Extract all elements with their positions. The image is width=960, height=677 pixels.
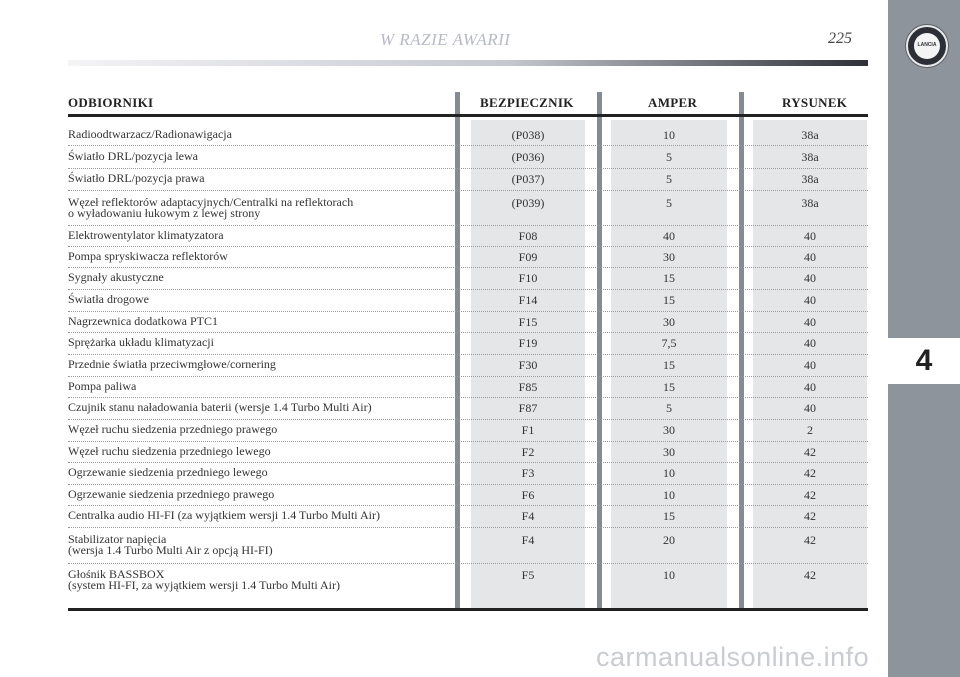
fuse-code: F19 (518, 336, 538, 350)
figure-ref: 38a (801, 128, 819, 142)
figure-ref: 40 (804, 250, 816, 264)
fuse-code: F15 (518, 315, 538, 329)
fuse-code: F14 (518, 293, 538, 307)
ampere-value: 15 (663, 271, 675, 285)
row-divider (68, 246, 868, 247)
figure-ref: 40 (804, 315, 816, 329)
row-divider (68, 225, 868, 226)
figure-ref: 2 (807, 423, 813, 437)
row-divider (68, 190, 868, 191)
table-row (68, 251, 868, 268)
fuse-code: (P039) (511, 196, 545, 210)
table-row (68, 534, 868, 564)
receiver-name: Węzeł ruchu siedzenia przedniego prawego (68, 422, 278, 436)
row-divider (68, 354, 868, 355)
row-divider (68, 332, 868, 333)
table-row (68, 129, 868, 146)
table-row (68, 569, 868, 601)
figure-ref: 40 (804, 229, 816, 243)
figure-ref: 42 (804, 533, 816, 547)
column-header-fuse: BEZPIECZNIK (480, 95, 574, 110)
receiver-name: Węzeł ruchu siedzenia przedniego lewego (68, 444, 271, 458)
receiver-name: Sygnały akustyczne (68, 270, 164, 284)
ampere-value: 15 (663, 293, 675, 307)
receiver-name: Ogrzewanie siedzenia przedniego lewego (68, 465, 268, 479)
page-number: 225 (828, 30, 852, 47)
receiver-name: Głośnik BASSBOX (system HI-FI, za wyjątkiem wersji 1.4 Turbo Multi Air) (68, 567, 340, 592)
chapter-tab[interactable] (888, 338, 960, 384)
row-divider (68, 462, 868, 463)
fuse-code: F85 (518, 380, 538, 394)
table-row (68, 197, 868, 226)
receiver-name: Czujnik stanu naładowania baterii (wersje 1.4 Turbo Multi Air) (68, 400, 372, 414)
table-row (68, 446, 868, 463)
row-divider (68, 563, 868, 564)
figure-ref: 38a (801, 150, 819, 164)
table-row (68, 173, 868, 191)
table-row (68, 424, 868, 442)
ampere-value: 10 (663, 466, 675, 480)
figure-ref: 40 (804, 336, 816, 350)
receiver-name: Węzeł reflektorów adaptacyjnych/Centralki na reflektorach o wyładowaniu łukowym z lewej strony (68, 195, 354, 220)
receiver-name: Światła drogowe (68, 292, 149, 306)
ampere-value: 15 (663, 358, 675, 372)
figure-ref: 42 (804, 509, 816, 523)
receiver-name: Ogrzewanie siedzenia przedniego prawego (68, 487, 275, 501)
fuse-code: F4 (521, 509, 535, 523)
receiver-name: Radioodtwarzacz/Radionawigacja (68, 127, 232, 141)
ampere-value: 40 (663, 229, 675, 243)
logo-shield-icon (914, 33, 940, 59)
table-row (68, 272, 868, 290)
table-row (68, 381, 868, 398)
figure-ref: 40 (804, 380, 816, 394)
table-row (68, 230, 868, 247)
fuse-code: F87 (518, 401, 538, 415)
row-divider (68, 419, 868, 420)
ampere-value: 5 (666, 401, 672, 415)
ampere-value: 5 (666, 150, 672, 164)
figure-ref: 40 (804, 271, 816, 285)
row-divider (68, 311, 868, 312)
figure-ref: 38a (801, 196, 819, 210)
column-header-receivers: ODBIORNIKI (68, 95, 154, 110)
fuse-code: (P037) (511, 172, 545, 186)
receiver-name: Pompa spryskiwacza reflektorów (68, 249, 228, 263)
figure-ref: 42 (804, 568, 816, 582)
ampere-value: 30 (663, 315, 675, 329)
figure-ref: 42 (804, 466, 816, 480)
receiver-name: Przednie światła przeciwmgłowe/cornering (68, 357, 276, 371)
fuse-code: F30 (518, 358, 538, 372)
row-divider (68, 484, 868, 485)
table-row (68, 359, 868, 377)
table-row (68, 294, 868, 312)
receiver-name: Światło DRL/pozycja prawa (68, 171, 205, 185)
receiver-name: Światło DRL/pozycja lewa (68, 149, 198, 163)
fuse-code: F09 (518, 250, 538, 264)
figure-ref: 38a (801, 172, 819, 186)
table-row (68, 151, 868, 169)
ampere-value: 30 (663, 250, 675, 264)
fuse-code: F4 (521, 533, 535, 547)
table-row (68, 467, 868, 485)
figure-ref: 40 (804, 293, 816, 307)
receiver-name: Pompa paliwa (68, 379, 137, 393)
ampere-value: 15 (663, 380, 675, 394)
receiver-name: Elektrowentylator klimatyzatora (68, 228, 224, 242)
table-row (68, 316, 868, 333)
column-header-figure: RYSUNEK (782, 95, 848, 110)
ampere-value: 30 (663, 423, 675, 437)
receiver-name: Nagrzewnica dodatkowa PTC1 (68, 314, 218, 328)
fuse-code: F5 (521, 568, 535, 582)
receiver-name: Centralka audio HI-FI (za wyjątkiem wersji 1.4 Turbo Multi Air) (68, 508, 380, 522)
ampere-value: 7,5 (661, 336, 677, 350)
row-divider (68, 168, 868, 169)
section-title: W RAZIE AWARII (380, 30, 511, 49)
row-divider (68, 267, 868, 268)
table-row (68, 337, 868, 355)
fuse-code: F08 (518, 229, 538, 243)
row-divider (68, 376, 868, 377)
fuse-code: F1 (521, 423, 535, 437)
lancia-logo (906, 25, 948, 67)
row-divider (68, 505, 868, 506)
ampere-value: 15 (663, 509, 675, 523)
table-bottom-rule (68, 608, 868, 611)
ampere-value: 10 (663, 488, 675, 502)
fuse-code: F6 (521, 488, 535, 502)
receiver-name: Stabilizator napięcia (wersja 1.4 Turbo Multi Air z opcją HI-FI) (68, 532, 273, 557)
figure-ref: 42 (804, 445, 816, 459)
table-row (68, 402, 868, 420)
chapter-number: 4 (915, 344, 933, 377)
logo-text: LANCIA (917, 42, 937, 48)
figure-ref: 42 (804, 488, 816, 502)
ampere-value: 5 (666, 172, 672, 186)
receiver-name: Sprężarka układu klimatyzacji (68, 335, 214, 349)
ampere-value: 30 (663, 445, 675, 459)
fuse-code: (P036) (511, 150, 545, 164)
row-divider (68, 441, 868, 442)
header-divider (68, 114, 868, 117)
ampere-value: 5 (666, 196, 672, 210)
row-divider (68, 527, 868, 528)
row-divider (68, 289, 868, 290)
ampere-value: 10 (663, 568, 675, 582)
table-row (68, 489, 868, 506)
header-rule (68, 60, 868, 66)
ampere-value: 20 (663, 533, 675, 547)
watermark: carmanualsonline.info (596, 642, 870, 672)
fuse-code: F10 (518, 271, 538, 285)
table-row (68, 510, 868, 528)
fuse-code: F2 (521, 445, 535, 459)
row-divider (68, 145, 868, 146)
ampere-value: 10 (663, 128, 675, 142)
figure-ref: 40 (804, 358, 816, 372)
row-divider (68, 397, 868, 398)
fuse-code: F3 (521, 466, 535, 480)
column-header-ampere: AMPER (648, 95, 698, 110)
figure-ref: 40 (804, 401, 816, 415)
fuse-code: (P038) (511, 128, 545, 142)
